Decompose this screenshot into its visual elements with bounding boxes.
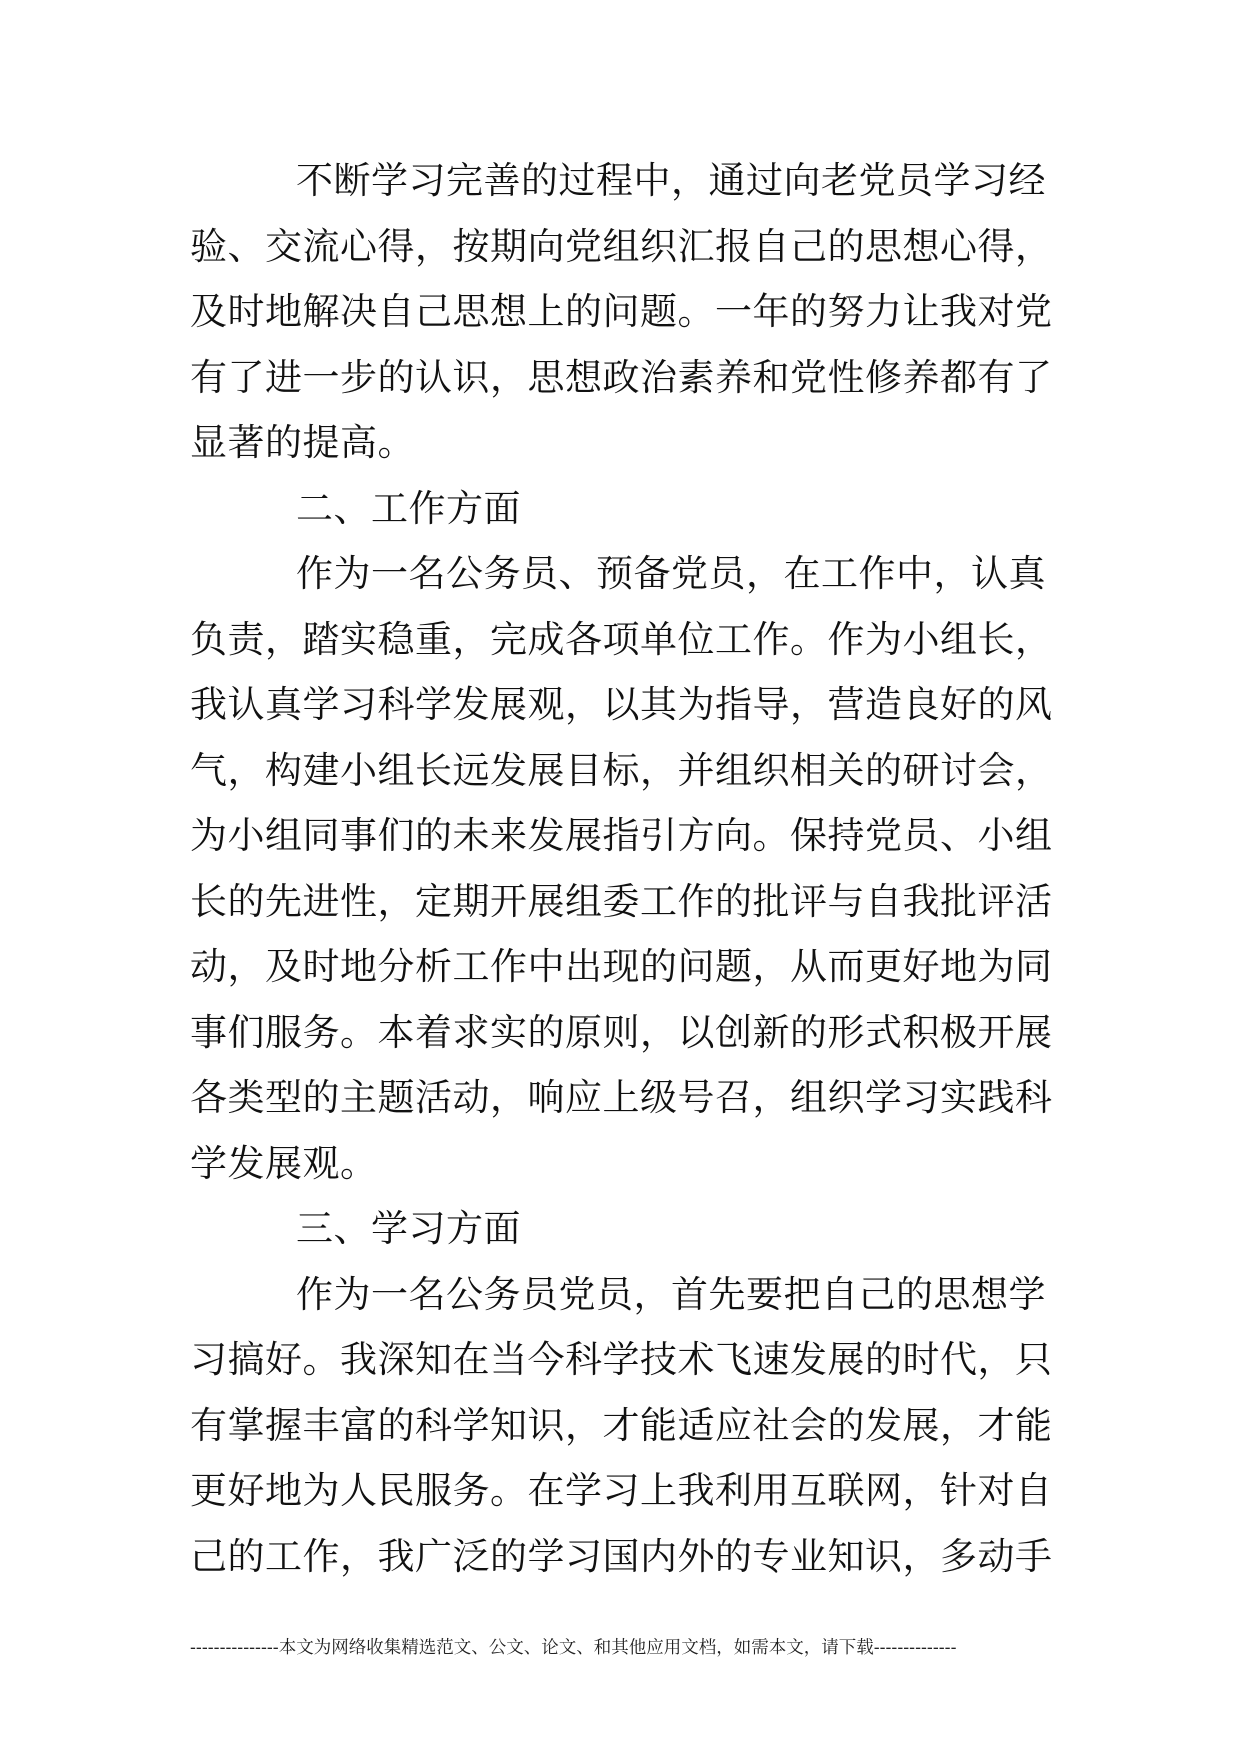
text-line: 习搞好。我深知在当今科学技术飞速发展的时代，只 [190,1338,1053,1381]
text-line: 显著的提高。 [190,421,415,464]
text-line: 作为一名公务员党员，首先要把自己的思想学 [296,1272,1046,1316]
text-line: 三、学习方面 [296,1207,521,1250]
text-line: 不断学习完善的过程中，通过向老党员学习经 [296,159,1046,202]
text-line: 有掌握丰富的科学知识，才能适应社会的发展，才能 [190,1403,1053,1447]
text-line: 有了进一步的认识，思想政治素养和党性修养都有了 [190,355,1053,399]
text-line: 气，构建小组长远发展目标，并组织相关的研讨会， [190,748,1053,792]
text-line: 各类型的主题活动，响应上级号召，组织学习实践科 [190,1076,1053,1119]
text-line: 更好地为人民服务。在学习上我利用互联网，针对自 [190,1469,1053,1512]
text-line: 学发展观。 [190,1141,378,1185]
text-line: 验、交流心得，按期向党组织汇报自己的思想心得， [190,224,1053,268]
text-line: 及时地解决自己思想上的问题。一年的努力让我对党 [190,290,1053,333]
body-text [190,148,1060,1589]
text-line: 二、工作方面 [296,486,521,530]
text-line: 为小组同事们的未来发展指引方向。保持党员、小组 [190,814,1053,857]
text-line: 作为一名公务员、预备党员，在工作中，认真 [296,552,1046,595]
text-line: 长的先进性，定期开展组委工作的批评与自我批评活 [190,879,1053,923]
text-line: 负责，踏实稳重，完成各项单位工作。作为小组长， [190,617,1053,661]
text-line: 动，及时地分析工作中出现的问题，从而更好地为同 [190,945,1053,988]
text-line: 事们服务。本着求实的原则，以创新的形式积极开展 [190,1010,1053,1054]
text-line: 己的工作，我广泛的学习国内外的专业知识，多动手 [190,1534,1053,1578]
text-line: 我认真学习科学发展观，以其为指导，营造良好的风 [190,683,1053,726]
footer-note: ---------------本文为网络收集精选范文、公文、论文、和其他应用文档，如需本文，请下载-------------- [190,1638,957,1658]
